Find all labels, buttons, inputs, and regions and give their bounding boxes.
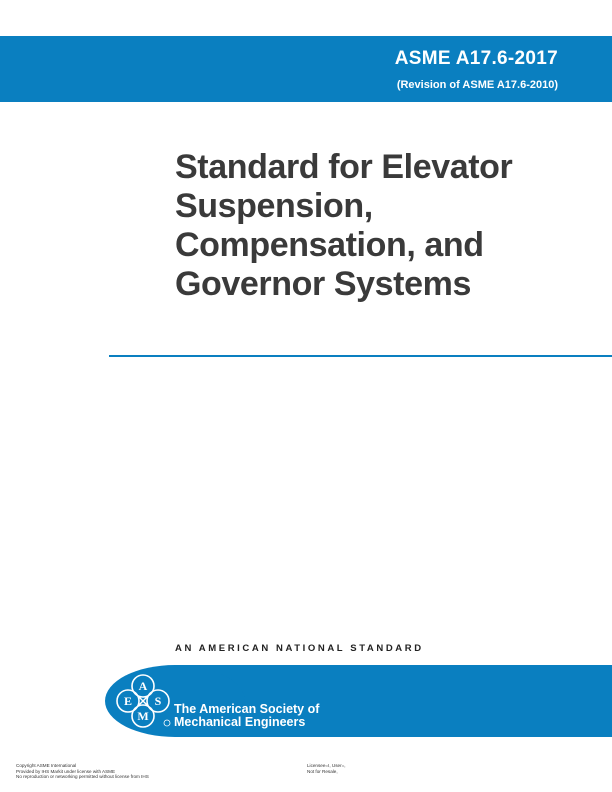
seal-letter: E [123, 694, 133, 708]
standard-designation: AN AMERICAN NATIONAL STANDARD [175, 643, 424, 654]
copyright-line: Copyright ASME International [16, 763, 77, 768]
standard-number: ASME A17.6-2017 [394, 48, 558, 69]
copyright-notice [16, 763, 276, 780]
header-band [0, 36, 612, 102]
title-line: Suspension, [175, 187, 373, 225]
revision-note: (Revision of ASME A17.6-2010) [396, 79, 558, 91]
title-line: Standard for Elevator [175, 148, 513, 186]
seal-letter: M [137, 709, 149, 723]
title-line: Governor Systems [175, 265, 471, 303]
seal-letter: A [138, 679, 148, 693]
copyright-line: No reproduction or networking permitted without license from IHS [16, 774, 149, 780]
society-name [174, 703, 319, 729]
license-notice [307, 763, 427, 774]
society-name-line: Mechanical Engineers [174, 715, 306, 729]
license-line: Not for Resale, [307, 768, 338, 774]
license-line: Licensee=I, User=, [307, 763, 346, 768]
document-title [175, 148, 595, 304]
asme-seal-logo [115, 673, 171, 729]
seal-letter: S [154, 694, 162, 708]
copyright-line: Provided by IHS Markit under license with ASME [16, 768, 116, 774]
title-line: Compensation, and [175, 226, 484, 264]
title-divider [109, 355, 612, 357]
society-name-line: The American Society of [174, 702, 320, 716]
